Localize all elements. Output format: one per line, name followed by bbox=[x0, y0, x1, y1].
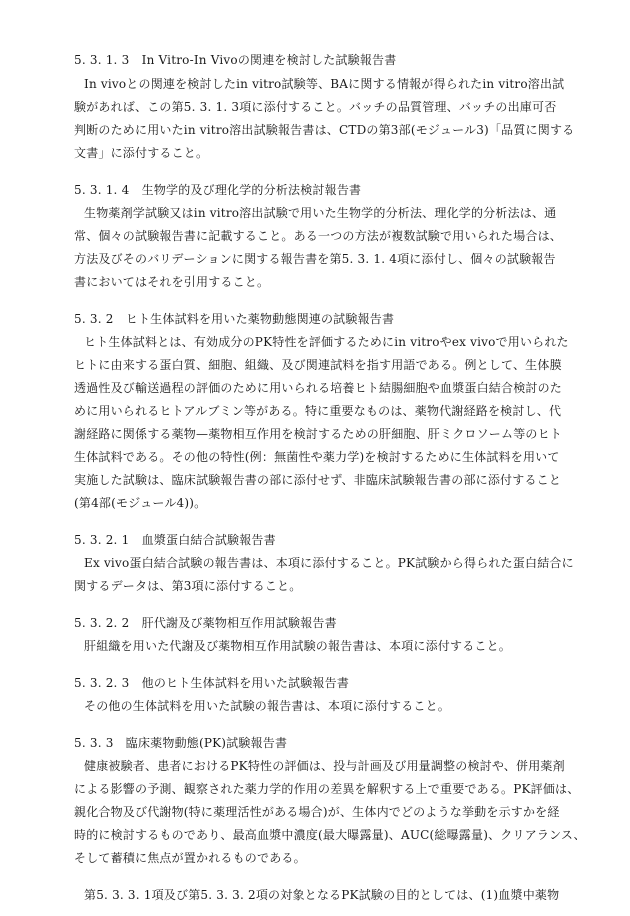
section-heading-5-3-2-1: 5. 3. 2. 1 血漿蛋白結合試験報告書 bbox=[74, 533, 276, 547]
section-heading-5-3-1-3: 5. 3. 1. 3 In Vitro-In Vivoの関連を検討した試験報告書 bbox=[74, 53, 397, 67]
paragraph-line: 文書」に添付すること。 bbox=[74, 146, 209, 160]
section-heading-5-3-3: 5. 3. 3 臨床薬物動態(PK)試験報告書 bbox=[74, 736, 288, 750]
paragraph-line: 健康被験者、患者におけるPK特性の評価は、投与計画及び用量調整の検討や、併用薬剤 bbox=[84, 759, 565, 773]
paragraph-line: 謝経路に関係する薬物—薬物相互作用を検討するための肝細胞、肝ミクロソーム等のヒト bbox=[74, 427, 563, 441]
paragraph-line: ヒトに由来する蛋白質、細胞、組織、及び関連試料を指す用語である。例として、生体膜 bbox=[74, 358, 562, 372]
paragraph-line: 験があれば、この第5. 3. 1. 3項に添付すること。バッチの品質管理、バッチの出庫可否 bbox=[74, 100, 557, 114]
paragraph-line: 親化合物及び代謝物(特に薬理活性がある場合)が、生体内でどのような挙動を示すかを経 bbox=[74, 805, 560, 819]
paragraph-line: めに用いられるヒトアルブミン等がある。特に重要なものは、薬物代謝経路を検討し、代 bbox=[74, 404, 562, 418]
paragraph-line: その他の生体試料を用いた試験の報告書は、本項に添付すること。 bbox=[84, 699, 451, 713]
paragraph-line: 透過性及び輸送過程の評価のために用いられる培養ヒト結腸細胞や血漿蛋白結合検討のた bbox=[74, 381, 563, 395]
paragraph-line: ヒト生体試料とは、有効成分のPK特性を評価するためにin vitroやex vivoで用いられた bbox=[84, 335, 569, 349]
paragraph-line: 判断のために用いたin vitro溶出試験報告書は、CTDの第3部(モジュール3)「品質に関する bbox=[74, 123, 575, 137]
paragraph-line: Ex vivo蛋白結合試験の報告書は、本項に添付すること。PK試験から得られた蛋白結合に bbox=[84, 556, 574, 570]
paragraph-line: In vivoとの関連を検討したin vitro試験等、BAに関する情報が得られたin vitro溶出試 bbox=[84, 77, 565, 91]
section-heading-5-3-2: 5. 3. 2 ヒト生体試料を用いた薬物動態関連の試験報告書 bbox=[74, 312, 395, 326]
paragraph-line: による影響の予測、観察された薬力学的作用の差異を解釈する上で重要である。PK評価は、 bbox=[74, 782, 580, 796]
paragraph-line: (第4部(モジュール4))。 bbox=[74, 496, 207, 510]
paragraph-line: 方法及びそのバリデーションに関する報告書を第5. 3. 1. 4項に添付し、個々の試験報告 bbox=[74, 252, 556, 266]
paragraph-line: 生物薬剤学試験又はin vitro溶出試験で用いた生物学的分析法、理化学的分析法は、通 bbox=[84, 206, 557, 220]
section-heading-5-3-2-3: 5. 3. 2. 3 他のヒト生体試料を用いた試験報告書 bbox=[74, 676, 350, 690]
paragraph-line: 関するデータは、第3項に添付すること。 bbox=[74, 579, 302, 593]
paragraph-line: 常、個々の試験報告書に記載すること。ある一つの方法が複数試験で用いられた場合は、 bbox=[74, 229, 563, 243]
paragraph-line: 肝組織を用いた代謝及び薬物相互作用試験の報告書は、本項に添付すること。 bbox=[84, 639, 512, 653]
paragraph-line: 第5. 3. 3. 1項及び第5. 3. 3. 2項の対象となるPK試験の目的としては、(1)血漿中薬物 bbox=[84, 888, 560, 902]
paragraph-line: 書においてはそれを引用すること。 bbox=[74, 275, 270, 289]
paragraph-line: 生体試料である。その他の特性(例：無菌性や薬力学)を検討するために生体試料を用いて bbox=[74, 450, 560, 464]
paragraph-line: 実施した試験は、臨床試験報告書の部に添付せず、非臨床試験報告書の部に添付すること bbox=[74, 473, 562, 487]
paragraph-line: 時的に検討するものであり、最高血漿中濃度(最大曝露量)、AUC(総曝露量)、クリアランス、 bbox=[74, 828, 586, 842]
paragraph-line: そして蓄積に焦点が置かれるものである。 bbox=[74, 851, 306, 865]
section-heading-5-3-1-4: 5. 3. 1. 4 生物学的及び理化学的分析法検討報告書 bbox=[74, 183, 362, 197]
section-heading-5-3-2-2: 5. 3. 2. 2 肝代謝及び薬物相互作用試験報告書 bbox=[74, 616, 337, 630]
